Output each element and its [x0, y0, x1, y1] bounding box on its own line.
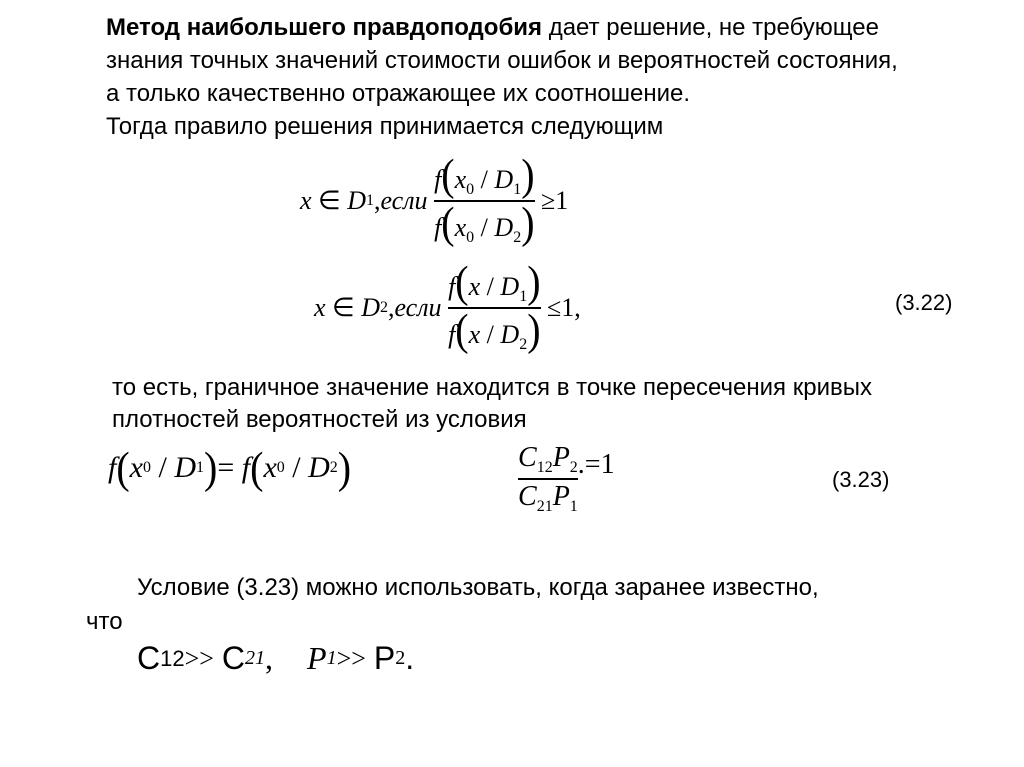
leq-symbol: ≤ [547, 293, 562, 322]
slash: / [158, 451, 167, 484]
var-x: x [468, 320, 481, 349]
sub-1: 1 [196, 459, 205, 476]
intro-line-2: знания точных значений стоимости ошибок и вероятностей состояния, [106, 47, 898, 74]
comma: , [387, 293, 395, 322]
func-f: f [434, 165, 442, 194]
var-d: D [494, 165, 514, 194]
var-d: D [347, 186, 366, 215]
equation-number-3-22: (3.22) [895, 290, 953, 315]
equals-one: .=1 [577, 449, 615, 480]
intro-line-4: Тогда правило решения принимается следующим [106, 113, 664, 140]
var-d: D [174, 451, 197, 484]
elem-of-symbol: ∈ [318, 186, 341, 215]
var-d: D [361, 293, 380, 322]
comma: , [373, 186, 381, 215]
var-x: x [468, 272, 481, 301]
slash: / [480, 165, 488, 194]
sub-1: 1 [519, 288, 528, 305]
var-d: D [500, 272, 520, 301]
formula-inequalities [137, 640, 414, 677]
fraction-bar [518, 478, 578, 480]
var-p: P [373, 640, 396, 676]
equation-number-3-23: (3.23) [832, 467, 890, 492]
fraction-2 [448, 256, 541, 355]
var-p: P [307, 640, 327, 676]
var-p: P [552, 481, 570, 512]
slash: / [486, 272, 494, 301]
var-c: C [518, 481, 537, 512]
word-esli: если [394, 293, 442, 322]
numerator: $f(x / D_1)$ [448, 256, 541, 307]
number-one: 1 [555, 186, 569, 215]
term-max-likelihood: Метод наибольшего правдоподобия [106, 14, 543, 41]
sub-12: 12 [536, 459, 553, 476]
word-esli: если [380, 186, 428, 215]
intro-line-1 [106, 12, 879, 43]
geq-symbol: ≥ [541, 186, 556, 215]
comma: , [265, 640, 274, 676]
sub-2: 2 [395, 647, 406, 669]
formula-density-equality: f ( x 0 / D 1 ) = f ( x 0 / D 2 ) [108, 442, 352, 493]
denominator [518, 481, 578, 516]
var-d: D [308, 451, 330, 484]
slash: / [486, 320, 494, 349]
func-f: f [241, 451, 251, 484]
fraction-3 [518, 442, 578, 516]
sub-0: 0 [276, 459, 285, 476]
text-condition-line-2: что [86, 608, 123, 635]
var-x: x [314, 293, 326, 322]
formula-decision-d1 [300, 149, 569, 248]
text-condition-line-1: Условие (3.23) можно использовать, когда заранее известно, [137, 574, 819, 601]
number-one: 1 [561, 293, 575, 322]
var-x: x [129, 451, 143, 484]
numerator [518, 442, 578, 477]
numerator: $f(x_0 / D_1)$ [434, 149, 535, 200]
var-d: D [494, 213, 514, 242]
var-c: C [137, 640, 161, 676]
slash: / [292, 451, 301, 484]
var-c: C [221, 640, 246, 676]
sub-2: 2 [519, 336, 528, 353]
text-boundary-line-1: то есть, граничное значение находится в точке пересечения кривых [112, 374, 872, 401]
var-d: D [500, 320, 520, 349]
slash: / [480, 213, 488, 242]
sub-1: 1 [365, 192, 374, 209]
func-f: f [108, 451, 117, 484]
var-c: C [518, 442, 537, 473]
period: . [405, 640, 415, 676]
equals-sign: = [217, 451, 235, 484]
elem-of-symbol: ∈ [332, 293, 355, 322]
sub-2: 2 [329, 459, 338, 476]
var-x: x [300, 186, 312, 215]
func-f: f [434, 213, 442, 242]
var-x: x [263, 451, 277, 484]
formula-cost-ratio [518, 442, 615, 516]
denominator: $f(x / D_2)$ [448, 304, 541, 355]
sub-2: 2 [513, 229, 522, 246]
sub-12: 12 [160, 645, 185, 671]
intro-line-3: а только качественно отражающее их соотношение. [106, 80, 691, 107]
fraction-1 [434, 149, 535, 248]
var-p: P [552, 442, 570, 473]
sub-1: 1 [513, 181, 522, 198]
sub-0: 0 [143, 459, 151, 476]
sub-0: 0 [466, 229, 475, 246]
much-greater-symbol: >> [184, 643, 214, 673]
much-greater-symbol: >> [336, 643, 366, 673]
trailing-comma: , [574, 293, 581, 322]
formula-decision-d2 [314, 256, 581, 355]
func-f: f [448, 320, 456, 349]
sub-1: 1 [569, 498, 578, 515]
var-x: x [454, 165, 467, 194]
sub-2: 2 [569, 459, 578, 476]
sub-2: 2 [379, 299, 388, 316]
sub-21: 21 [245, 647, 266, 669]
intro-line-1-rest: дает решение, не требующее [542, 14, 879, 41]
sub-1: 1 [326, 647, 337, 669]
sub-21: 21 [536, 498, 553, 515]
sub-0: 0 [466, 181, 475, 198]
var-x: x [454, 213, 467, 242]
text-boundary-line-2: плотностей вероятностей из условия [112, 406, 527, 433]
denominator: $f(x_0 / D_2)$ [434, 197, 535, 248]
func-f: f [448, 272, 456, 301]
